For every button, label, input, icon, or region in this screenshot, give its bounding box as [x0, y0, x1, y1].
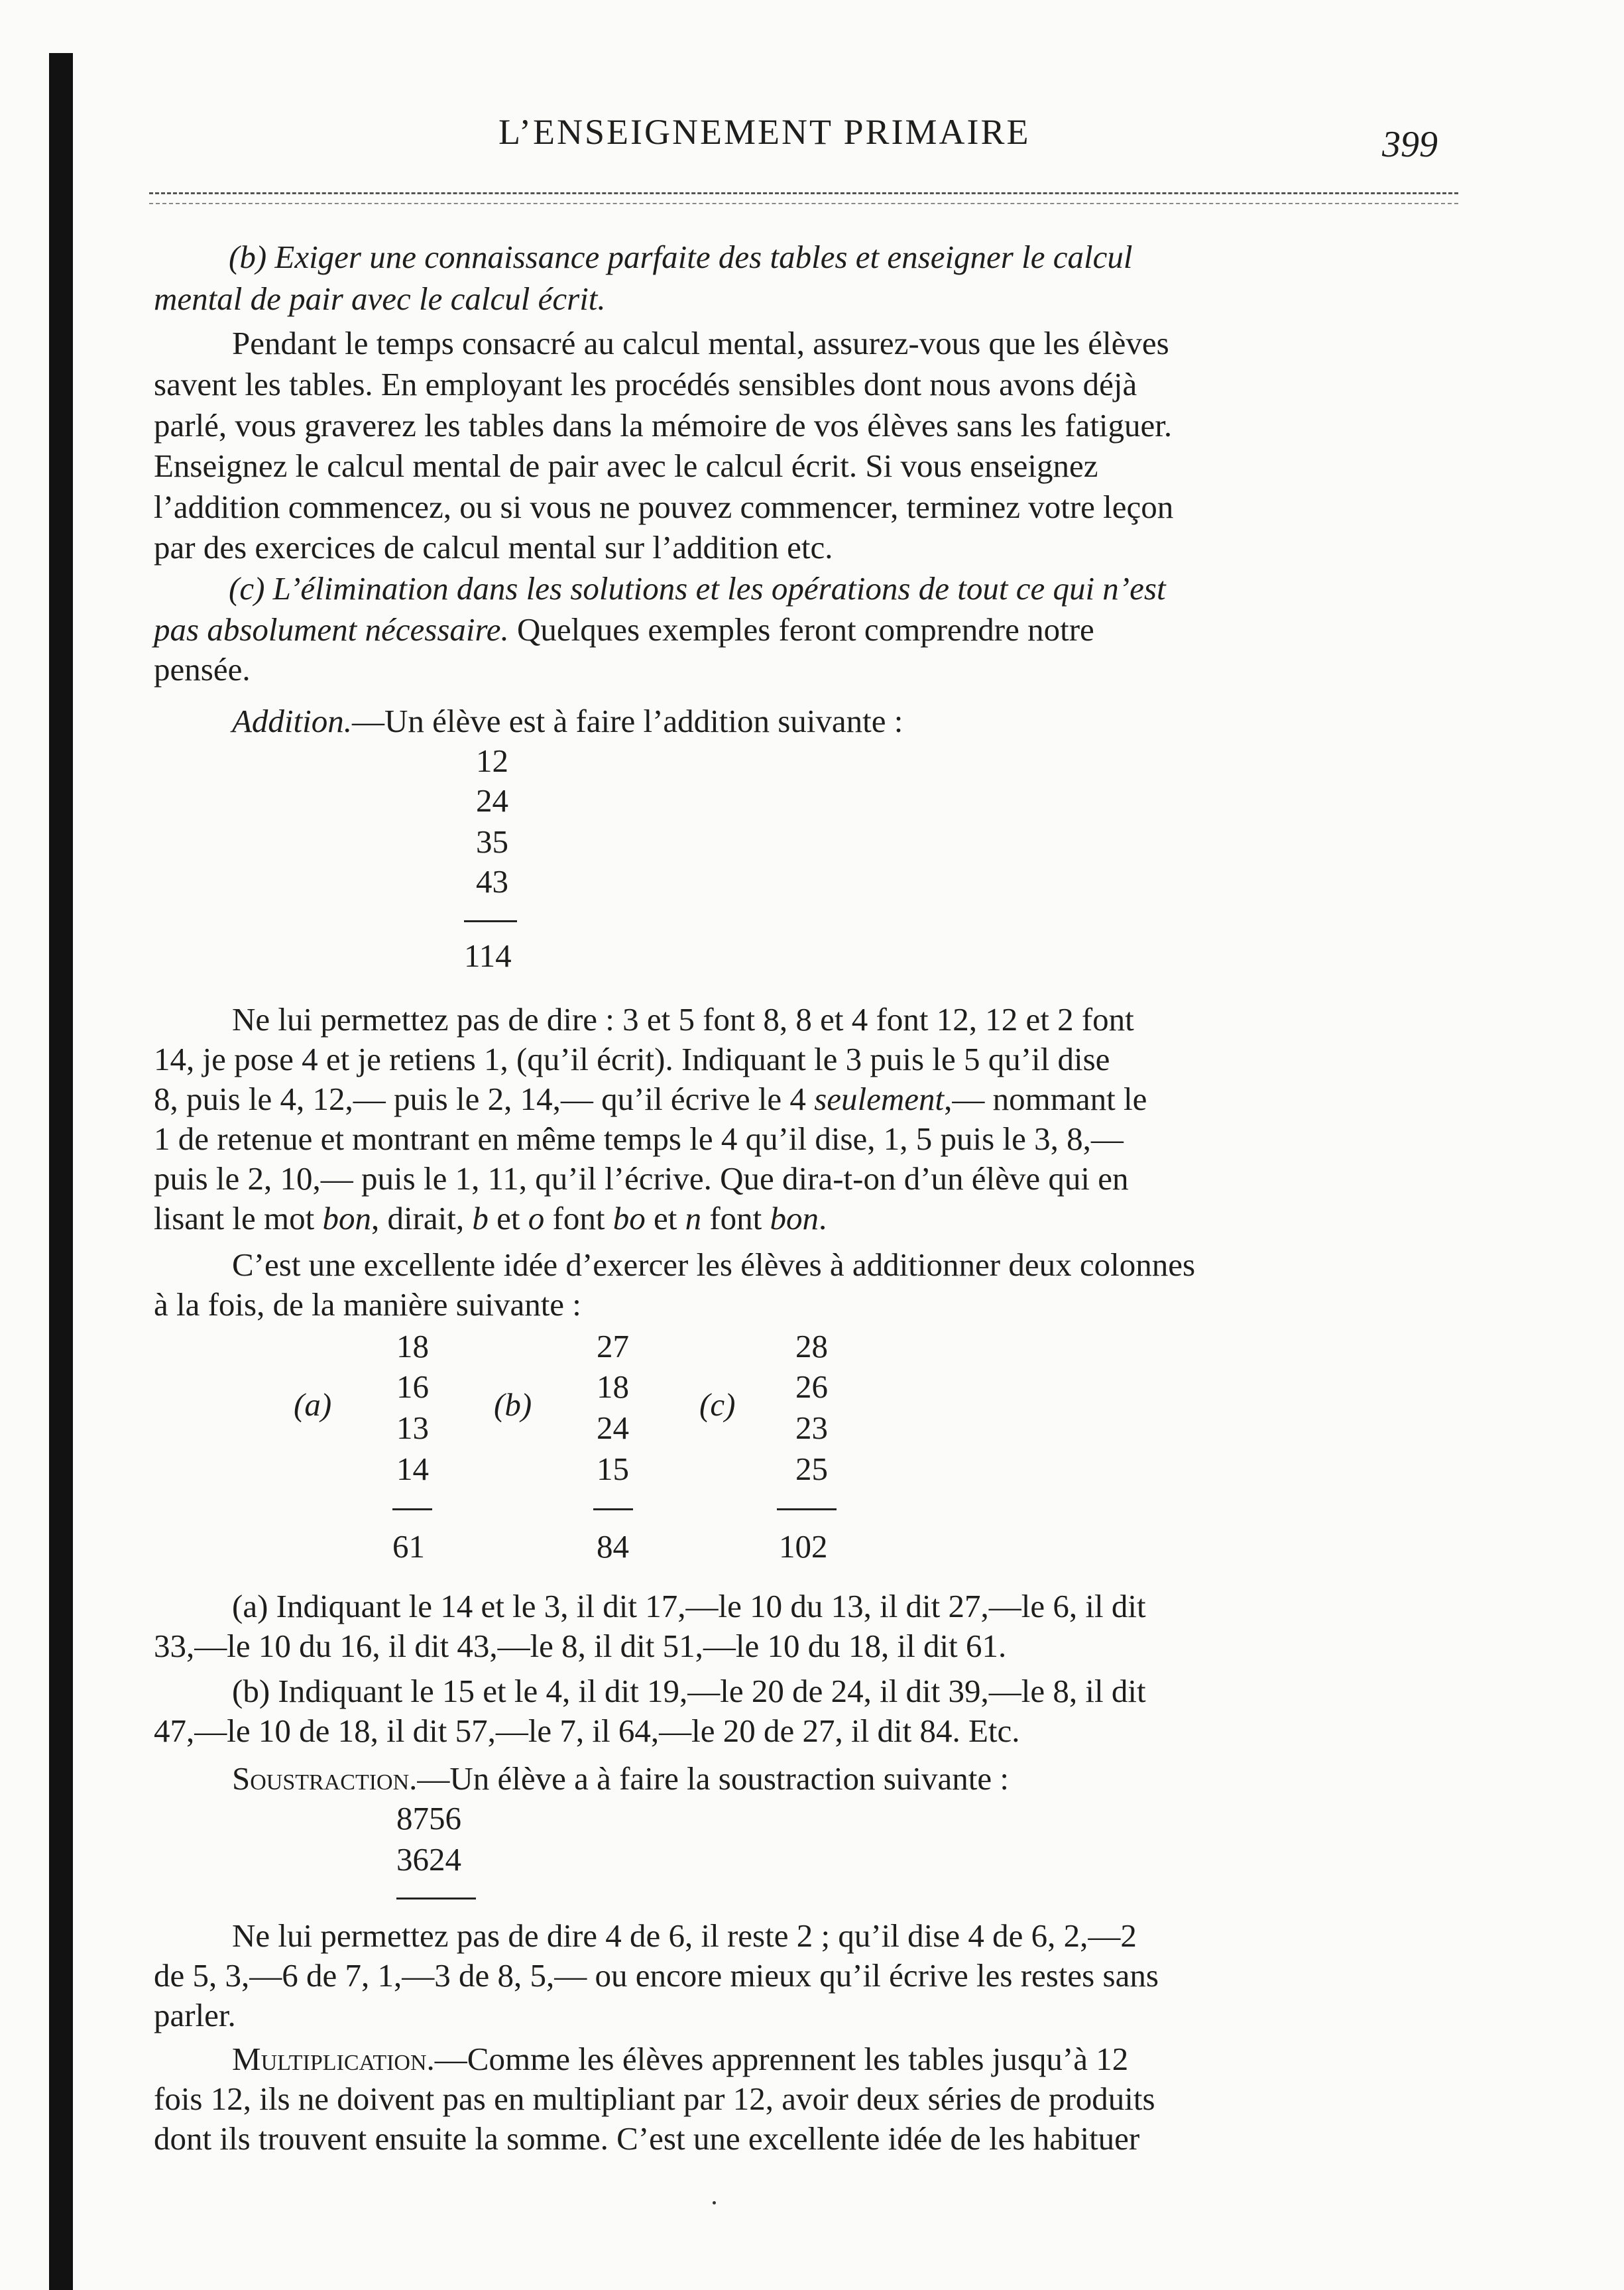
p2-l6-c: et	[488, 1200, 528, 1236]
p2-l6-g: .	[819, 1200, 827, 1236]
p2-l6-d: font	[544, 1200, 613, 1236]
addition-number: 43	[476, 863, 508, 900]
column-b-number: 27	[597, 1328, 629, 1364]
column-b-number: 24	[597, 1410, 629, 1446]
column-b-rule	[593, 1508, 633, 1510]
addition-intro	[232, 703, 903, 740]
p2-line-6	[154, 1200, 827, 1237]
c-heading-italic: pas absolument nécessaire.	[154, 611, 509, 648]
column-a-label: (a)	[294, 1386, 332, 1423]
soustraction-label: Soustraction.	[232, 1760, 418, 1797]
p2-l6-e: et	[645, 1200, 685, 1236]
p2-l6-f: font	[701, 1200, 770, 1236]
c-heading-line-3: pensée.	[154, 651, 251, 688]
column-a-number: 16	[396, 1368, 429, 1405]
p2-line-2: 14, je pose 4 et je retiens 1, (qu’il écrit). Indiquant le 3 puis le 5 qu’il dise	[154, 1041, 1110, 1077]
c-heading-line-2	[154, 611, 1094, 648]
a-expl-line-2: 33,—le 10 du 16, il dit 43,—le 8, il dit 51,—le 10 du 18, il dit 61.	[154, 1628, 1007, 1664]
p4-line-2: de 5, 3,—6 de 7, 1,—3 de 8, 5,— ou encore mieux qu’il écrive les restes sans	[154, 1957, 1159, 1994]
column-c-label: (c)	[699, 1386, 736, 1423]
p1-line-6: par des exercices de calcul mental sur l’addition etc.	[154, 529, 833, 566]
column-b-total: 84	[597, 1528, 629, 1565]
p3-line-1: C’est une excellente idée d’exercer les élèves à additionner deux colonnes	[232, 1246, 1196, 1283]
scan-speck	[713, 2201, 716, 2204]
page-number: 399	[1382, 124, 1438, 165]
p2-line-5: puis le 2, 10,— puis le 1, 11, qu’il l’écrive. Que dira-t-on d’un élève qui en	[154, 1160, 1129, 1197]
p1-line-1: Pendant le temps consacré au calcul mental, assurez-vous que les élèves	[232, 325, 1169, 361]
addition-label: Addition.	[232, 703, 353, 739]
p2-seulement: seulement	[814, 1081, 945, 1117]
column-a-rule	[392, 1508, 432, 1510]
p1-line-4: Enseignez le calcul mental de pair avec le calcul écrit. Si vous enseignez	[154, 448, 1098, 484]
b-heading-line-2: mental de pair avec le calcul écrit.	[154, 280, 606, 317]
p4-line-3: parler.	[154, 1997, 236, 2033]
p2-line-3	[154, 1081, 1147, 1118]
column-c-number: 26	[795, 1368, 828, 1405]
running-title: L’ENSEIGNEMENT PRIMAIRE	[498, 112, 1031, 152]
scan-binding-edge	[49, 53, 73, 2290]
p2-l6-letter-o: o	[528, 1200, 545, 1236]
soustraction-number: 8756	[396, 1800, 461, 1837]
addition-number: 35	[476, 823, 508, 860]
p4-line-1: Ne lui permettez pas de dire 4 de 6, il reste 2 ; qu’il dise 4 de 6, 2,—2	[232, 1917, 1137, 1954]
column-c-number: 28	[795, 1328, 828, 1364]
scan-mark	[56, 494, 60, 514]
column-b-number: 18	[597, 1368, 629, 1405]
a-expl-line-1: (a) Indiquant le 14 et le 3, il dit 17,—le 10 du 13, il dit 27,—le 6, il dit	[232, 1588, 1146, 1624]
c-heading-line-1: (c) L’élimination dans les solutions et les opérations de tout ce qui n’est	[229, 570, 1166, 607]
c-heading-rest: Quelques exemples feront comprendre notre	[508, 611, 1094, 648]
p2-l6-letter-b: b	[472, 1200, 489, 1236]
column-c-rule	[777, 1508, 837, 1510]
p2-l6-bon: bon	[322, 1200, 371, 1236]
column-a-number: 13	[396, 1410, 429, 1446]
p2-l6-letter-n: n	[685, 1200, 702, 1236]
addition-number: 24	[476, 782, 508, 819]
addition-total: 114	[464, 937, 512, 974]
multiplication-label: Multiplication.	[232, 2041, 435, 2077]
addition-number: 12	[476, 743, 508, 779]
p1-line-2: savent les tables. En employant les procédés sensibles dont nous avons déjà	[154, 366, 1137, 402]
soustraction-rule	[396, 1898, 476, 1899]
header-rule	[149, 192, 1458, 194]
column-a-number: 14	[396, 1451, 429, 1487]
b-expl-line-1: (b) Indiquant le 15 et le 4, il dit 19,—le 20 de 24, il dit 39,—le 8, il dit	[232, 1673, 1146, 1709]
p2-l6-a: lisant le mot	[154, 1200, 323, 1236]
addition-sum-rule	[464, 920, 517, 922]
multiplication-line-2: fois 12, ils ne doivent pas en multipliant par 12, avoir deux séries de produits	[154, 2080, 1155, 2117]
p2-line-1: Ne lui permettez pas de dire : 3 et 5 font 8, 8 et 4 font 12, 12 et 2 font	[232, 1001, 1134, 1038]
b-heading-line-1: (b) Exiger une connaissance parfaite des tables et enseigner le calcul	[229, 239, 1133, 275]
header-rule-secondary	[149, 203, 1458, 204]
column-c-number: 25	[795, 1451, 828, 1487]
multiplication-line-1	[232, 2041, 1128, 2078]
column-b-number: 15	[597, 1451, 629, 1487]
soustraction-intro	[232, 1760, 1009, 1797]
soustraction-text: —Un élève a à faire la soustraction suivante :	[417, 1760, 1009, 1797]
b-expl-line-2: 47,—le 10 de 18, il dit 57,—le 7, il 64,—le 20 de 27, il dit 84. Etc.	[154, 1713, 1020, 1749]
multiplication-text: —Comme les élèves apprennent les tables jusqu’à 12	[434, 2041, 1129, 2077]
p2-l6-b: , dirait,	[371, 1200, 473, 1236]
p2-l6-bon2: bon	[770, 1200, 819, 1236]
multiplication-line-3: dont ils trouvent ensuite la somme. C’est une excellente idée de les habituer	[154, 2120, 1140, 2157]
column-c-total: 102	[779, 1528, 828, 1565]
p2-line-4: 1 de retenue et montrant en même temps le 4 qu’il dise, 1, 5 puis le 3, 8,—	[154, 1120, 1124, 1157]
p1-line-3: parlé, vous graverez les tables dans la mémoire de vos élèves sans les fatiguer.	[154, 407, 1173, 444]
p2-line-3-a: 8, puis le 4, 12,— puis le 2, 14,— qu’il écrive le 4	[154, 1081, 815, 1117]
p2-line-3-b: ,— nommant le	[944, 1081, 1147, 1117]
addition-text: —Un élève est à faire l’addition suivante :	[352, 703, 903, 739]
soustraction-number: 3624	[396, 1841, 461, 1878]
column-c-number: 23	[795, 1410, 828, 1446]
p2-l6-bo: bo	[612, 1200, 646, 1236]
column-b-label: (b)	[494, 1386, 532, 1423]
p3-line-2: à la fois, de la manière suivante :	[154, 1286, 581, 1323]
column-a-total: 61	[392, 1528, 425, 1565]
p1-line-5: l’addition commencez, ou si vous ne pouvez commencer, terminez votre leçon	[154, 489, 1174, 525]
column-a-number: 18	[396, 1328, 429, 1364]
